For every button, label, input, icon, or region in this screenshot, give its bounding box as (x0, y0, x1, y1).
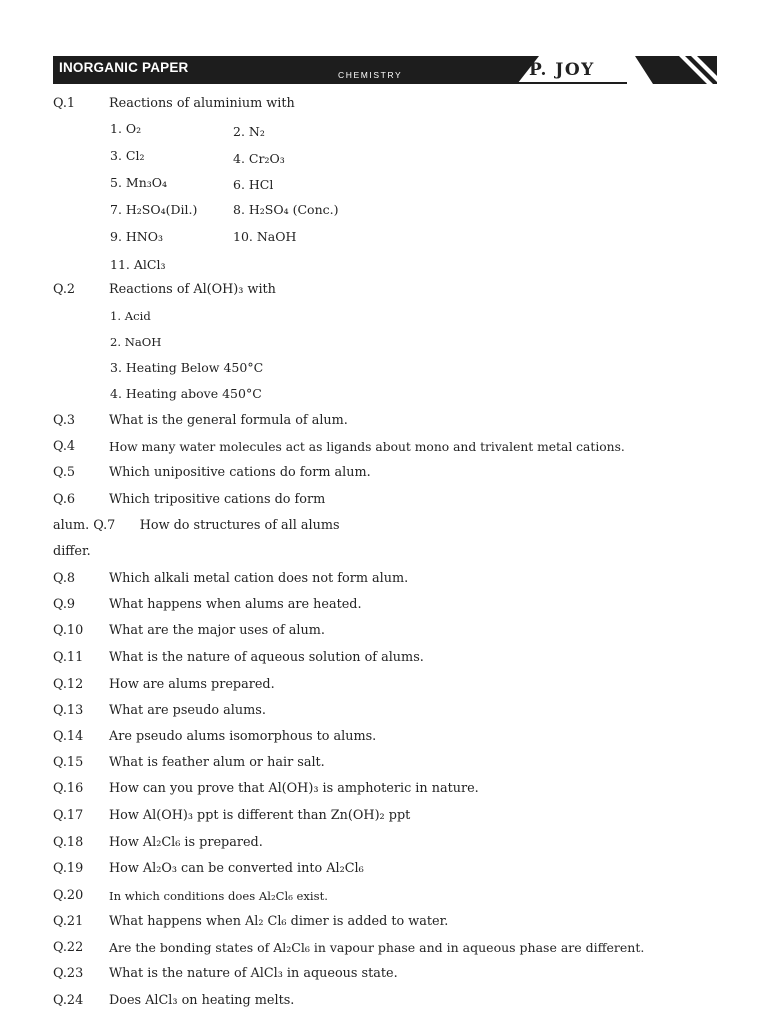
question-number: Q.2 (53, 282, 76, 297)
question-number: Q.5 (53, 465, 76, 480)
question-text: How Al₂O₃ can be converted into Al₂Cl₆ (109, 861, 364, 876)
question-number: Q.14 (53, 729, 84, 744)
question-number: Q.4 (53, 439, 76, 454)
question-text: Reactions of Al(OH)₃ with (109, 282, 276, 297)
author-name: P. JOY (529, 60, 595, 80)
question-number: Q.20 (53, 888, 84, 903)
question-text: What happens when Al₂ Cl₆ dimer is added to water. (109, 914, 449, 929)
header-stripes-icon (605, 56, 717, 84)
question-number: Q.21 (53, 914, 84, 929)
question-text: How Al₂Cl₆ is prepared. (109, 835, 263, 850)
question-number: Q.6 (53, 492, 76, 507)
question-text: How can you prove that Al(OH)₃ is amphoteric in nature. (109, 781, 479, 796)
question-text: What happens when alums are heated. (109, 597, 362, 612)
question-text: Reactions of aluminium with (109, 96, 295, 111)
question-number: Q.24 (53, 993, 84, 1008)
q1-option: 4. Cr₂O₃ (233, 151, 285, 166)
question-number: Q.22 (53, 940, 84, 955)
question-number: Q.13 (53, 703, 84, 718)
question-text-continued: alum. Q.7 How do structures of all alums (53, 518, 340, 533)
question-text: What is the nature of aqueous solution of alums. (109, 650, 424, 665)
question-number: Q.12 (53, 677, 84, 692)
q2-option: 2. NaOH (110, 335, 162, 349)
question-number: Q.16 (53, 781, 84, 796)
question-text: Does AlCl₃ on heating melts. (109, 993, 295, 1008)
question-text: How Al(OH)₃ ppt is different than Zn(OH)₂ ppt (109, 808, 411, 823)
q1-option: 7. H₂SO₄(Dil.) (110, 202, 198, 217)
question-text: What is the general formula of alum. (109, 413, 348, 428)
question-number: Q.17 (53, 808, 84, 823)
q1-option: 3. Cl₂ (110, 148, 145, 163)
q1-option: 11. AlCl₃ (110, 257, 166, 272)
question-text: Are pseudo alums isomorphous to alums. (109, 729, 377, 744)
paper-title: INORGANIC PAPER (59, 60, 189, 75)
q1-option: 2. N₂ (233, 124, 265, 139)
question-text: Which unipositive cations do form alum. (109, 465, 371, 480)
question-text: Are the bonding states of Al₂Cl₆ in vapour phase and in aqueous phase are different. (109, 940, 645, 955)
subject-label: CHEMISTRY (338, 70, 403, 80)
question-text: In which conditions does Al₂Cl₆ exist. (109, 889, 328, 903)
q2-option: 4. Heating above 450°C (110, 386, 262, 401)
question-text: How are alums prepared. (109, 677, 275, 692)
question-number: Q.1 (53, 96, 76, 111)
question-text: Which tripositive cations do form (109, 492, 326, 507)
page-header (53, 56, 717, 84)
question-number: Q.18 (53, 835, 84, 850)
question-number: Q.9 (53, 597, 76, 612)
q2-option: 1. Acid (110, 309, 151, 323)
q1-option: 6. HCl (233, 177, 274, 192)
question-text: How many water molecules act as ligands about mono and trivalent metal cations. (109, 440, 625, 454)
q1-option: 5. Mn₃O₄ (110, 175, 168, 190)
question-text: What is the nature of AlCl₃ in aqueous state. (109, 966, 398, 981)
question-number: Q.3 (53, 413, 76, 428)
question-text: What are pseudo alums. (109, 703, 266, 718)
q1-option: 8. H₂SO₄ (Conc.) (233, 202, 339, 217)
question-number: Q.11 (53, 650, 84, 665)
question-number: Q.19 (53, 861, 84, 876)
question-text-continued: differ. (53, 544, 91, 559)
question-text: Which alkali metal cation does not form alum. (109, 571, 409, 586)
q1-option: 10. NaOH (233, 229, 297, 244)
question-number: Q.15 (53, 755, 84, 770)
question-number: Q.8 (53, 571, 76, 586)
q1-option: 9. HNO₃ (110, 229, 163, 244)
q2-option: 3. Heating Below 450°C (110, 360, 264, 375)
question-number: Q.23 (53, 966, 84, 981)
question-number: Q.10 (53, 623, 84, 638)
question-text: What is feather alum or hair salt. (109, 755, 325, 770)
q1-option: 1. O₂ (110, 121, 142, 136)
question-text: What are the major uses of alum. (109, 623, 325, 638)
